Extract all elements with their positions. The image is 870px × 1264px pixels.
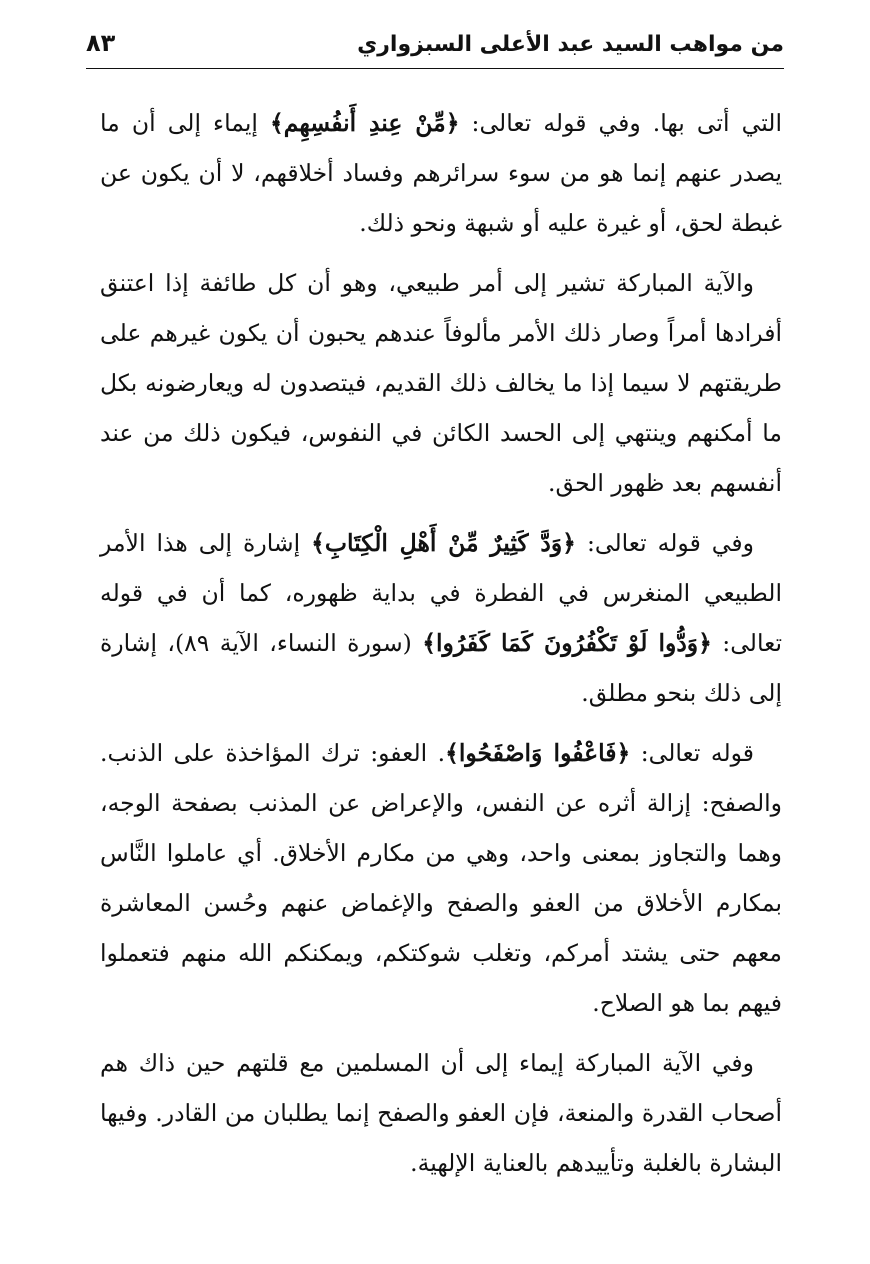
- paragraph-3: [100, 518, 782, 718]
- quran-quote: ﴿مِّنْ عِندِ أَنفُسِهِم﴾: [270, 109, 460, 137]
- paragraph-text: التي أتى بها. وفي قوله تعالى:: [459, 109, 782, 137]
- paragraph-5: [100, 1038, 782, 1188]
- running-header-title: من مواهب السيد عبد الأعلى السبزواري: [357, 32, 784, 57]
- paragraph-text: وفي الآية المباركة إيماء إلى أن المسلمين مع قلتهم حين ذاك هم أصحاب القدرة والمنعة، فإن العفو والصفح إنما يطلبان من القادر. وفيها البشارة بالغلبة وتأييدهم بالعناية الإلهية.: [100, 1049, 782, 1177]
- page-number: ٨٣: [86, 29, 116, 57]
- quran-quote: ﴿وَدُّوا لَوْ تَكْفُرُونَ كَمَا كَفَرُوا﴾: [422, 629, 712, 657]
- paragraph-text: . العفو: ترك المؤاخذة على الذنب. والصفح: إزالة أثره عن النفس، والإعراض عن المذنب بصفحة الوجه، وهما والتجاوز بمعنى واحد، وهي من مكارم الأخلاق. أي عاملوا النَّاس بمكارم الأخلاق من العفو والصفح والإغماض عنهم وحُسن المعاشرة معهم حتى يشتد أمركم، وتغلب شوكتكم، ويمكنكم الله منهم فتعملوا فيهم بما هو الصلاح.: [100, 739, 782, 1017]
- paragraph-4: [100, 728, 782, 1028]
- body-text: [100, 98, 782, 1198]
- paragraph-text: وفي قوله تعالى:: [575, 529, 754, 557]
- paragraph-2: [100, 258, 782, 508]
- quran-quote: ﴿وَدَّ كَثِيرٌ مِّنْ أَهْلِ الْكِتَابِ﴾: [311, 529, 576, 557]
- paragraph-text: إيماء إلى أن ما يصدر عنهم إنما هو من سوء سرائرهم وفساد أخلاقهم، لا أن يكون عن غبطة لحق، أو غيرة عليه أو شبهة ونحو ذلك.: [100, 109, 782, 237]
- paragraph-text: (سورة النساء، الآية ٨٩)، إشارة إلى ذلك بنحو مطلق.: [100, 629, 782, 707]
- quran-quote: ﴿فَاعْفُوا وَاصْفَحُوا﴾: [445, 739, 631, 767]
- running-header: [86, 24, 784, 69]
- paragraph-1: [100, 98, 782, 248]
- paragraph-text: قوله تعالى:: [630, 739, 754, 767]
- paragraph-text: إشارة إلى هذا الأمر الطبيعي المنغرس في الفطرة في بداية ظهوره، كما أن في قوله تعالى:: [100, 529, 782, 657]
- paragraph-text: والآية المباركة تشير إلى أمر طبيعي، وهو أن كل طائفة إذا اعتنق أفرادها أمراً وصار ذلك الأمر مألوفاً عندهم يحبون أن يكون غيرهم على طريقتهم لا سيما إذا ما يخالف ذلك القديم، فيتصدون له ويعارضونه بكل ما أمكنهم وينتهي إلى الحسد الكائن في النفوس، فيكون ذلك من عند أنفسهم بعد ظهور الحق.: [100, 269, 782, 497]
